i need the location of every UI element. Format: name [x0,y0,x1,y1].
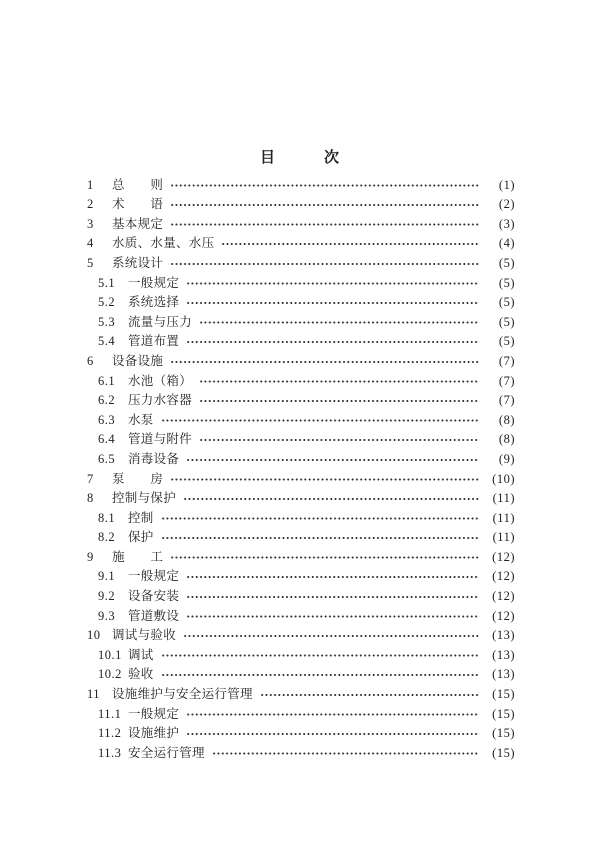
toc-entry-number: 6.5 [98,451,116,466]
toc-entry [0,254,600,274]
toc-entry-number: 6.3 [98,412,116,427]
toc-entry-page: (15) [492,706,515,721]
dot-leader [170,176,479,196]
toc-entry [0,352,600,372]
toc-entry-title: 基本规定 [112,216,164,231]
toc-entry-title: 系统选择 [128,295,180,310]
toc-entry [0,705,600,725]
toc-entry-number: 9 [87,549,94,564]
dot-leader [161,646,479,666]
toc-entry-page: (5) [498,255,515,270]
toc-entry-title: 控制 [128,510,154,525]
toc-entry-number: 7 [87,471,94,486]
toc-entry-title: 安全运行管理 [128,745,205,760]
toc-entry-page: (2) [498,197,515,212]
dot-leader [186,705,479,725]
toc-entry [0,234,600,254]
toc-entry-title: 施 工 [112,549,164,564]
toc-entry-page: (5) [498,314,515,329]
toc-entry-number: 6.4 [98,432,116,447]
toc-entry [0,313,600,333]
toc-entry [0,587,600,607]
toc-entry-number: 2 [87,197,94,212]
toc-entry-page: (13) [492,667,515,682]
toc-entry-number: 5.3 [98,314,116,329]
toc-entry-title: 调试 [128,647,154,662]
toc-entry-title: 保护 [128,530,154,545]
dot-leader [161,665,479,685]
toc-entry [0,470,600,490]
dot-leader [170,352,479,372]
dot-leader [170,470,479,490]
toc-entry [0,528,600,548]
toc-entry-page: (13) [492,647,515,662]
dot-leader [186,450,479,470]
dot-leader [183,489,479,509]
toc-entry [0,724,600,744]
toc-entry-number: 6.2 [98,393,116,408]
toc-entry [0,450,600,470]
dot-leader [186,724,479,744]
toc-entry-number: 11.2 [98,726,122,741]
toc-entry-page: (3) [498,216,515,231]
toc-entry-title: 设施维护与安全运行管理 [112,687,253,702]
toc-entry-page: (15) [492,745,515,760]
toc-entry [0,548,600,568]
toc-entry-number: 11.3 [98,745,122,760]
toc-entry-number: 11 [87,687,101,702]
toc-entry-title: 设施维护 [128,726,180,741]
toc-entry-number: 5.1 [98,275,116,290]
dot-leader [186,332,479,352]
toc-entry-number: 4 [87,236,94,251]
toc-entry [0,176,600,196]
toc-entry [0,626,600,646]
toc-entry-page: (8) [498,432,515,447]
toc-entry-page: (15) [492,687,515,702]
toc-entry-number: 6 [87,353,94,368]
toc-entry-page: (11) [492,530,515,545]
toc-entry-number: 9.1 [98,569,116,584]
toc-entry-page: (10) [492,471,515,486]
toc-entry-title: 总 则 [112,177,164,192]
toc-entry [0,509,600,529]
toc-entry [0,685,600,705]
toc-entry-page: (4) [498,236,515,251]
toc-entry [0,215,600,235]
toc-entry-page: (15) [492,726,515,741]
toc-entry-title: 管道与附件 [128,432,193,447]
toc-entry-title: 系统设计 [112,255,164,270]
toc-entry-page: (11) [492,491,515,506]
dot-leader [212,744,479,764]
toc-entry-title: 流量与压力 [128,314,193,329]
toc-entry-number: 8.1 [98,510,116,525]
toc-entry-title: 一般规定 [128,706,180,721]
toc-entry-title: 验收 [128,667,154,682]
toc-entry-title: 术 语 [112,197,164,212]
toc-entry [0,489,600,509]
toc-entry-page: (5) [498,334,515,349]
toc-entry-page: (7) [498,353,515,368]
dot-leader [199,372,479,392]
dot-leader [170,195,479,215]
toc-entry-page: (8) [498,412,515,427]
toc-entry-title: 水池（箱） [128,373,193,388]
toc-entry-title: 管道敷设 [128,608,180,623]
toc-entry-number: 11.1 [98,706,122,721]
toc-entry-page: (5) [498,295,515,310]
toc-entry-page: (11) [492,510,515,525]
toc-entry [0,195,600,215]
toc-entry-number: 5 [87,255,94,270]
toc-entry [0,744,600,764]
dot-leader [170,548,479,568]
toc-entry-page: (5) [498,275,515,290]
dot-leader [170,254,479,274]
dot-leader [260,685,479,705]
toc-entry-title: 设备设施 [112,353,164,368]
toc-entry-page: (12) [492,569,515,584]
toc-entry-number: 9.2 [98,589,116,604]
dot-leader [161,509,479,529]
dot-leader [186,587,479,607]
toc-entry-title: 管道布置 [128,334,180,349]
toc-entry-page: (1) [498,177,515,192]
toc-entry [0,607,600,627]
dot-leader [186,567,479,587]
toc-entry-title: 一般规定 [128,275,180,290]
dot-leader [186,293,479,313]
toc-entry-page: (13) [492,628,515,643]
toc-entry-title: 设备安装 [128,589,180,604]
toc-entry-title: 压力水容器 [128,393,193,408]
toc-entry-page: (12) [492,608,515,623]
toc-entry [0,293,600,313]
toc-entry-title: 调试与验收 [112,628,177,643]
toc-entry-page: (12) [492,589,515,604]
page-title: 目 次 [259,150,340,166]
dot-leader [161,411,479,431]
toc-entry-page: (9) [498,451,515,466]
toc-entry [0,332,600,352]
toc-entry-title: 水泵 [128,412,154,427]
toc-entry [0,391,600,411]
toc-entry [0,411,600,431]
toc-entry-title: 水质、水量、水压 [112,236,215,251]
dot-leader [199,430,479,450]
toc-entry-number: 10.2 [98,667,122,682]
toc-entry-number: 5.2 [98,295,116,310]
toc-entry-page: (7) [498,373,515,388]
toc-entry-number: 6.1 [98,373,116,388]
dot-leader [170,215,479,235]
toc-entry-number: 10 [87,628,101,643]
dot-leader [186,607,479,627]
toc-list [0,176,600,764]
toc-entry [0,430,600,450]
toc-entry-title: 泵 房 [112,471,164,486]
dot-leader [161,528,479,548]
toc-entry-number: 9.3 [98,608,116,623]
toc-entry-page: (12) [492,549,515,564]
dot-leader [221,234,479,254]
dot-leader [183,626,479,646]
toc-entry-title: 消毒设备 [128,451,180,466]
toc-entry-page: (7) [498,393,515,408]
toc-entry-title: 控制与保护 [112,491,177,506]
toc-entry-number: 8.2 [98,530,116,545]
dot-leader [186,274,479,294]
toc-entry-number: 10.1 [98,647,122,662]
dot-leader [199,391,479,411]
toc-entry-number: 1 [87,177,94,192]
toc-entry [0,665,600,685]
toc-entry-title: 一般规定 [128,569,180,584]
toc-entry [0,274,600,294]
toc-entry-number: 8 [87,491,94,506]
toc-entry [0,372,600,392]
toc-entry [0,646,600,666]
toc-entry-number: 3 [87,216,94,231]
dot-leader [199,313,479,333]
toc-entry-number: 5.4 [98,334,116,349]
toc-entry [0,567,600,587]
